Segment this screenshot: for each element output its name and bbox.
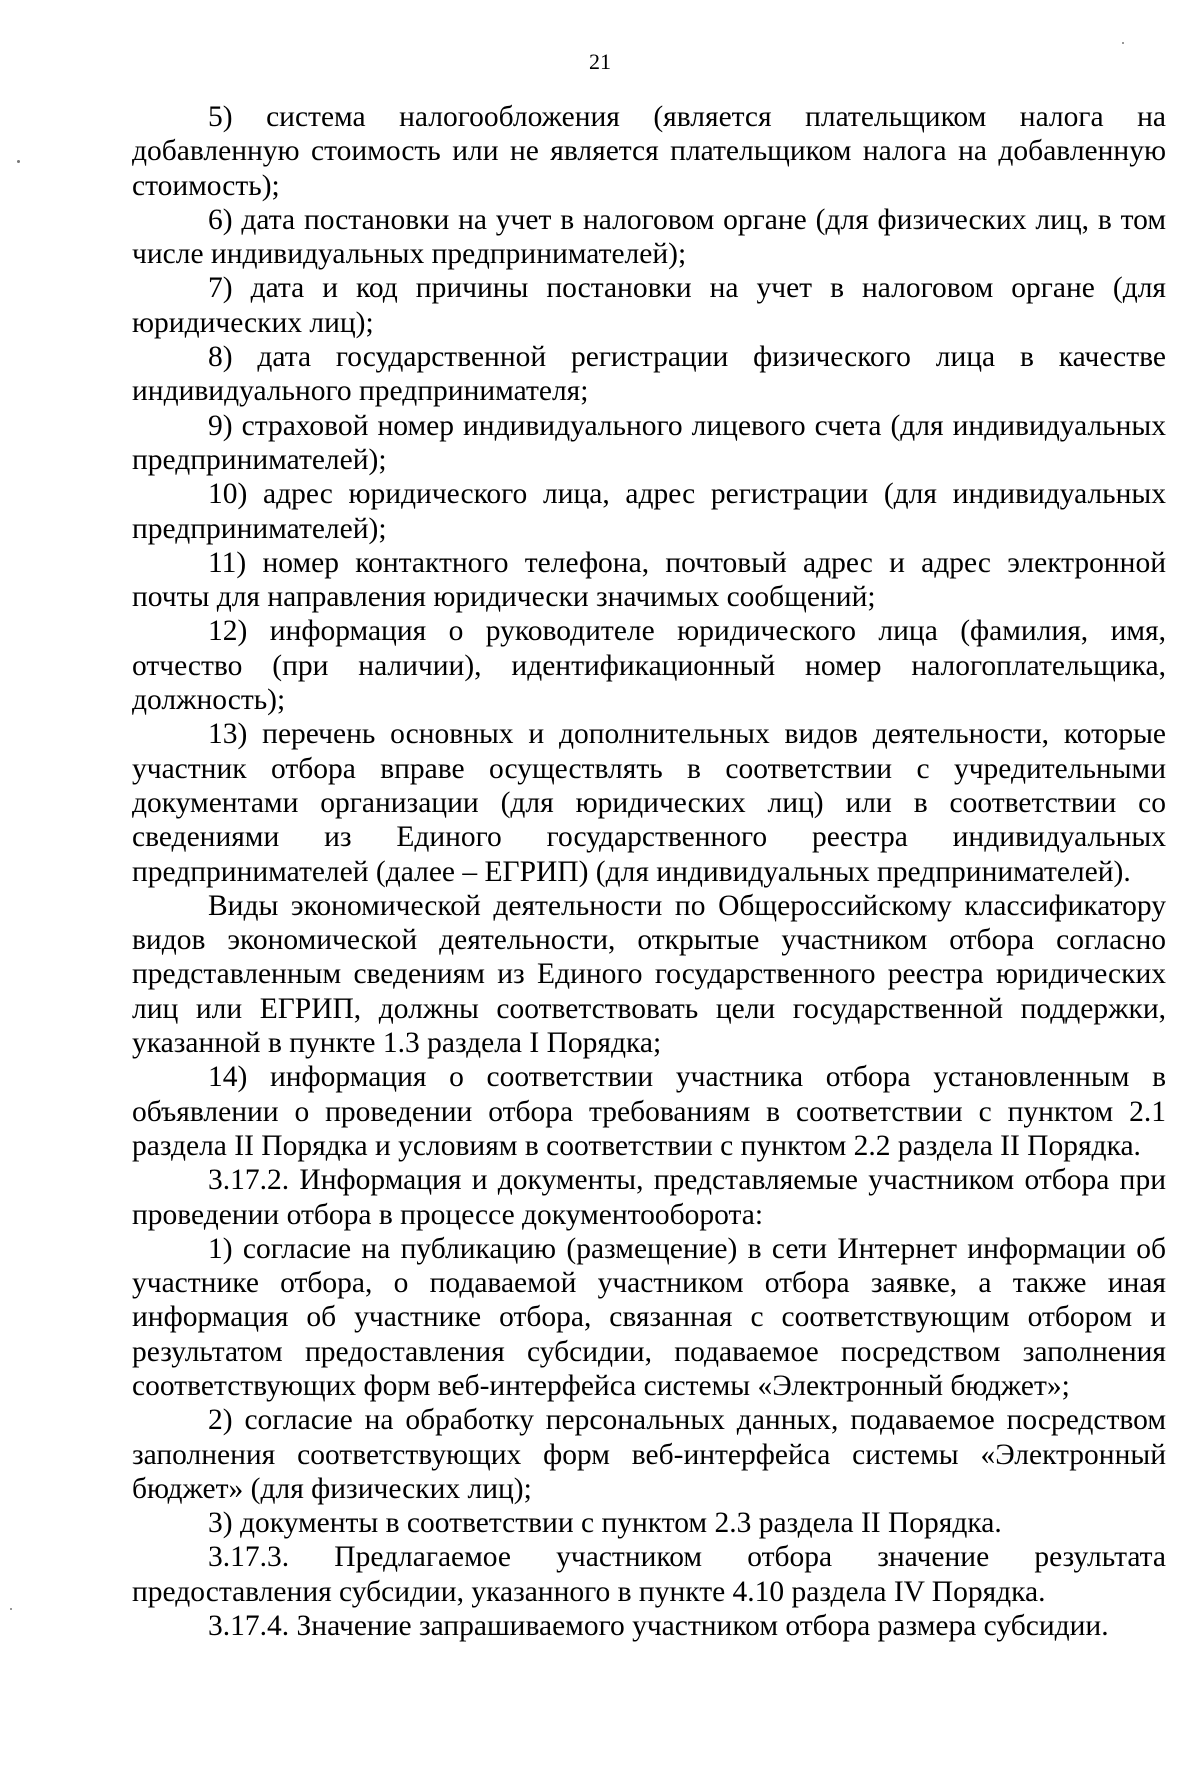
paragraph: 7) дата и код причины постановки на учет в налоговом органе (для юридических лиц); xyxy=(132,272,1166,339)
scan-speck xyxy=(1122,42,1124,44)
paragraph: 1) согласие на публикацию (размещение) в сети Интернет информации об участнике отбора, о подаваемой участником отбора заявке, а также иная информация об участнике отбора, связанная с соответствующим отбором и результатом предоставления субсидии, подаваемое посредством заполнения соответствующих форм веб-интерфейса системы «Электронный бюджет»; xyxy=(132,1232,1166,1402)
paragraph: 3) документы в соответствии с пунктом 2.3 раздела II Порядка. xyxy=(208,1507,1002,1540)
paragraph: 9) страховой номер индивидуального лицевого счета (для индивидуальных предпринимателей); xyxy=(132,409,1166,476)
paragraph: 6) дата постановки на учет в налоговом органе (для физических лиц, в том числе индивидуальных предпринимателей); xyxy=(132,203,1166,271)
paragraph: 2) согласие на обработку персональных данных, подаваемое посредством заполнения соответствующих форм веб-интерфейса системы «Электронный бюджет» (для физических лиц); xyxy=(132,1404,1166,1505)
paragraph: 3.17.3. Предлагаемое участником отбора значение результата предоставления субсидии, указанного в пункте 4.10 раздела IV Порядка. xyxy=(132,1541,1166,1608)
paragraph: 3.17.2. Информация и документы, представляемые участником отбора при проведении отбора в процессе документооборота: xyxy=(132,1164,1166,1231)
scan-speck xyxy=(10,1608,12,1610)
paragraph: Виды экономической деятельности по Общероссийскому классификатору видов экономической деятельности, открытые участником отбора согласно представленным сведениям из Единого государственного реестра юридических лиц или ЕГРИП, должны соответствовать цели государственной поддержки, указанной в пункте 1.3 раздела I Порядка; xyxy=(132,889,1166,1060)
paragraph: 14) информация о соответствии участника отбора установленным в объявлении о проведении отбора требованиям в соответствии с пунктом 2.1 раздела II Порядка и условиям в соответствии с пунктом 2.2 раздела II Порядка. xyxy=(132,1061,1166,1162)
paragraph: 5) система налогообложения (является плательщиком налога на добавленную стоимость или не является плательщиком налога на добавленную стоимость); xyxy=(132,101,1166,202)
paragraph: 12) информация о руководителе юридического лица (фамилия, имя, отчество (при наличии), идентификационный номер налогоплательщика, должность); xyxy=(132,615,1166,717)
scan-speck xyxy=(17,160,20,163)
page-number: 21 xyxy=(589,49,611,74)
paragraph: 13) перечень основных и дополнительных видов деятельности, которые участник отбора вправе осуществлять в соответствии с учредительными документами организации (для юридических лиц) или в соответствии со сведениями из Единого государственного реестра индивидуальных предпринимателей (далее – ЕГРИП) (для индивидуальных предпринимателей). xyxy=(132,718,1166,888)
paragraph: 10) адрес юридического лица, адрес регистрации (для индивидуальных предпринимателей); xyxy=(132,478,1166,545)
document-body xyxy=(132,100,1166,1643)
paragraph: 11) номер контактного телефона, почтовый адрес и адрес электронной почты для направления юридически значимых сообщений; xyxy=(132,546,1166,614)
paragraph: 8) дата государственной регистрации физического лица в качестве индивидуального предпринимателя; xyxy=(132,341,1166,408)
paragraph: 3.17.4. Значение запрашиваемого участником отбора размера субсидии. xyxy=(208,1610,1109,1643)
